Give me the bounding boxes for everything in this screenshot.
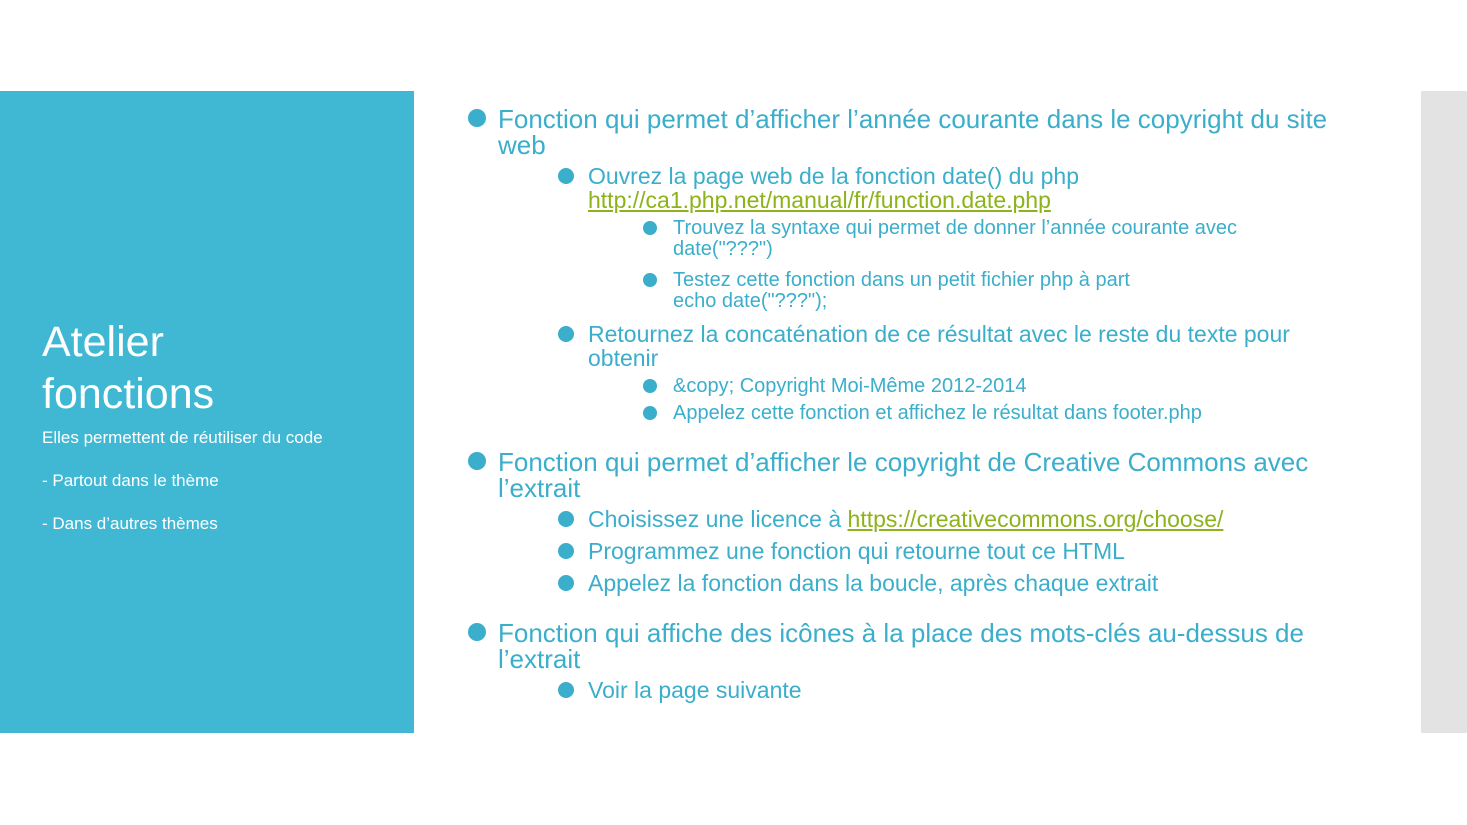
bullet-text: Fonction qui permet d’afficher le copyright de Creative Commons avec l’extrait [498,447,1309,503]
bullet-year-function [468,104,1348,424]
bullet-dot-icon [643,221,657,235]
bullet-dot-icon [558,543,574,559]
subbullet-text: Programmez une fonction qui retourne tout ce HTML [588,538,1125,564]
right-decor-strip [1421,91,1467,733]
slide-content [468,104,1348,710]
subtitle-item-2: - Dans d’autres thèmes [42,514,218,533]
slide-title [42,316,214,420]
subbullet-choose-license [558,507,1348,531]
title-panel [0,91,414,733]
slide-subtitle [42,426,342,555]
bullet-dot-icon [643,379,657,393]
subbullet-concatenation [558,322,1348,424]
subbullet-text: Appelez la fonction dans la boucle, après chaque extrait [588,570,1159,596]
item-text: Testez cette fonction dans un petit fichier php à part [673,269,1130,291]
subbullet-call-in-loop [558,571,1348,595]
bullet-dot-icon [558,511,574,527]
subbullet-open-date-doc [558,164,1348,312]
bullet-dot-icon [468,623,486,641]
item-code: date("???") [673,238,773,260]
item-find-syntax [643,218,1348,260]
item-text: Trouvez la syntaxe qui permet de donner l’année courante avec [673,217,1238,239]
creative-commons-link[interactable]: https://creativecommons.org/choose/ [847,506,1224,532]
bullet-text: Fonction qui permet d’afficher l’année courante dans le copyright du site web [498,104,1328,160]
subbullet-text: Retournez la concaténation de ce résultat avec le reste du texte pour obtenir [588,321,1290,371]
subbullet-text: Voir la page suivante [588,677,802,703]
bullet-dot-icon [558,326,574,342]
bullet-creative-commons [468,447,1348,595]
bullet-keyword-icons [468,618,1348,702]
subtitle-text: Elles permettent de réutiliser du code [42,428,323,447]
bullet-text: Fonction qui affiche des icônes à la place des mots-clés au-dessus de l’extrait [498,618,1304,674]
subbullet-text: Choisissez une licence à [588,506,848,532]
bullet-dot-icon [643,406,657,420]
bullet-dot-icon [468,109,486,127]
title-line-2: fonctions [42,370,215,418]
item-call-footer [643,403,1348,424]
subbullet-program-function [558,539,1348,563]
item-test-function [643,270,1348,312]
subtitle-item-1: - Partout dans le thème [42,471,219,490]
php-date-doc-link[interactable]: http://ca1.php.net/manual/fr/function.date.php [588,187,1051,213]
subbullet-next-page [558,678,1348,702]
bullet-dot-icon [468,452,486,470]
item-text: &copy; Copyright Moi-Même 2012-2014 [673,375,1027,397]
item-text: Appelez cette fonction et affichez le résultat dans footer.php [673,402,1202,424]
item-code: echo date("???"); [673,290,828,312]
item-copyright-sample [643,376,1348,397]
title-line-1: Atelier [42,318,164,366]
bullet-dot-icon [558,682,574,698]
bullet-dot-icon [643,273,657,287]
bullet-dot-icon [558,168,574,184]
bullet-dot-icon [558,575,574,591]
subbullet-text: Ouvrez la page web de la fonction date() du php [588,163,1079,189]
